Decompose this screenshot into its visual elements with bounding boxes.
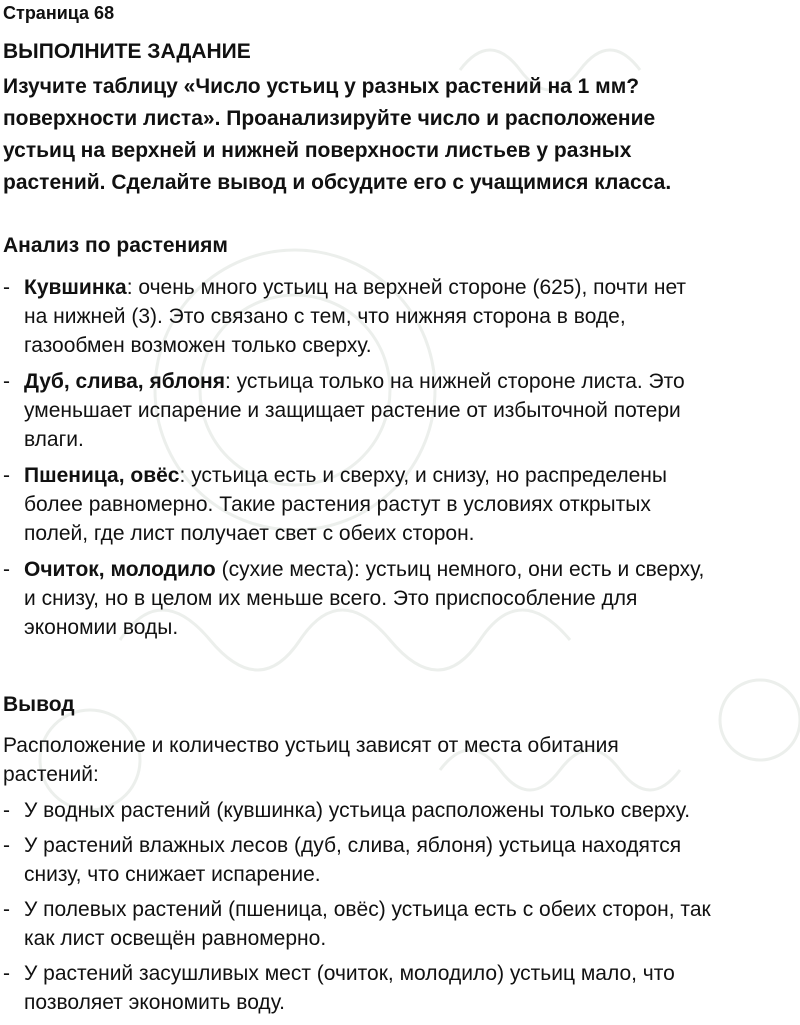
list-item: [0, 895, 800, 953]
bullet-dash: -: [3, 464, 10, 487]
analysis-list: [0, 273, 800, 649]
task-description: [3, 71, 793, 199]
watermark-dot: [720, 680, 800, 760]
item-line: уменьшает испарение и защищает растение от избыточной потери: [24, 399, 681, 422]
item-line: как лист освещён равномерно.: [24, 927, 327, 950]
item-line: снизу, что снижает испарение.: [24, 863, 321, 886]
plant-name: Дуб, слива, яблоня: [24, 370, 225, 393]
item-line: У растений влажных лесов (дуб, слива, яблоня) устьица находятся: [24, 834, 682, 857]
bullet-dash: -: [3, 370, 10, 393]
conclusion-heading: Вывод: [3, 693, 75, 716]
item-line: полей, где лист получает свет с обеих сторон.: [24, 522, 475, 545]
item-line: экономии воды.: [24, 616, 179, 639]
task-title: ВЫПОЛНИТЕ ЗАДАНИЕ: [3, 40, 251, 63]
plant-name: Очиток, молодило: [24, 558, 216, 581]
item-text: : очень много устьиц на верхней стороне (625), почти нет: [126, 276, 687, 299]
list-item: [0, 461, 800, 548]
item-text: (сухие места): устьиц немного, они есть и сверху,: [215, 558, 705, 581]
task-line: Изучите таблицу «Число устьиц у разных растений на 1 мм?: [3, 75, 640, 98]
list-item: [0, 555, 800, 642]
item-line: влаги.: [24, 428, 84, 451]
item-line: У растений засушливых мест (очиток, молодило) устьиц мало, что: [24, 962, 675, 985]
plant-name: Кувшинка: [24, 276, 127, 299]
bullet-dash: -: [3, 834, 10, 857]
bullet-dash: -: [3, 962, 10, 985]
intro-line: растений:: [3, 763, 99, 786]
item-line: газообмен возможен только сверху.: [24, 334, 372, 357]
item-line: и снизу, но в целом их меньше всего. Это приспособление для: [24, 587, 638, 610]
item-first-line: [24, 367, 800, 396]
list-item: [0, 831, 800, 889]
item-text: : устьица только на нижней стороне листа. Это: [224, 370, 685, 393]
item-first-line: [24, 461, 800, 490]
task-line: поверхности листа». Проанализируйте число и расположение: [3, 107, 656, 130]
plant-name: Пшеница, овёс: [24, 464, 180, 487]
task-line: устьиц на верхней и нижней поверхности листьев у разных: [3, 139, 632, 162]
item-first-line: [24, 555, 800, 584]
bullet-dash: -: [3, 799, 10, 822]
item-first-line: [24, 273, 800, 302]
list-item: [0, 959, 800, 1017]
bullet-dash: -: [3, 898, 10, 921]
list-item: [0, 796, 800, 825]
list-item: [0, 273, 800, 360]
item-text: : устьица есть и сверху, и снизу, но распределены: [179, 464, 667, 487]
conclusion-list: [0, 796, 800, 1023]
item-line: на нижней (3). Это связано с тем, что нижняя сторона в воде,: [24, 305, 626, 328]
bullet-dash: -: [3, 558, 10, 581]
item-line: позволяет экономить воду.: [24, 991, 285, 1014]
task-line: растений. Сделайте вывод и обсудите его с учащимися класса.: [3, 171, 672, 194]
page-number: Страница 68: [3, 3, 115, 23]
bullet-dash: -: [3, 276, 10, 299]
conclusion-intro: [3, 731, 619, 789]
item-line: У полевых растений (пшеница, овёс) устьица есть с обеих сторон, так: [24, 898, 711, 921]
list-item: [0, 367, 800, 454]
item-line: У водных растений (кувшинка) устьица расположены только сверху.: [24, 799, 691, 822]
intro-line: Расположение и количество устьиц зависят от места обитания: [3, 734, 619, 757]
analysis-heading: Анализ по растениям: [3, 234, 228, 257]
item-line: более равномерно. Такие растения растут в условиях открытых: [24, 493, 651, 516]
